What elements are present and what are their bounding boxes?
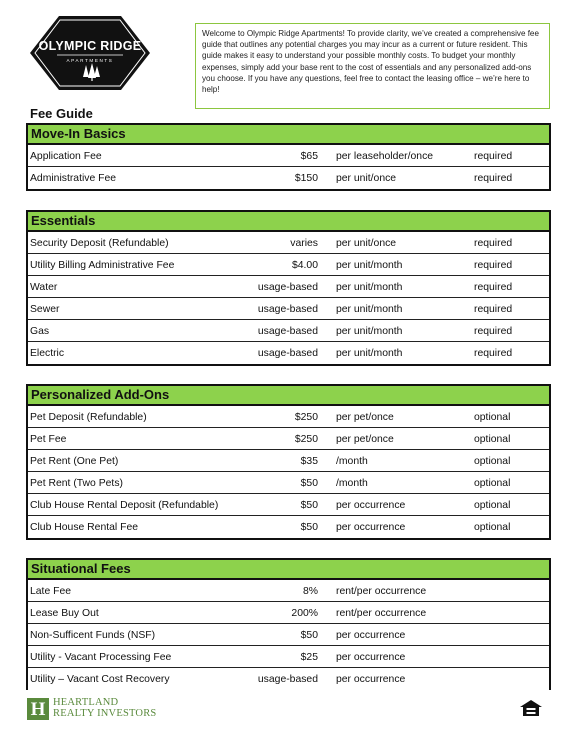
fee-amount: $50 — [300, 522, 318, 533]
section-header: Essentials — [26, 210, 551, 232]
fee-row — [28, 298, 549, 320]
fee-row — [28, 145, 549, 167]
heartland-h-icon — [27, 698, 49, 720]
fee-row — [28, 580, 549, 602]
fee-row — [28, 450, 549, 472]
fee-name: Application Fee — [30, 151, 102, 162]
fee-row — [28, 406, 549, 428]
fee-name: Non-Sufficent Funds (NSF) — [30, 630, 156, 641]
fee-unit: /month — [336, 456, 368, 467]
section-personalized-add-ons — [26, 384, 551, 540]
fee-unit: per unit/once — [336, 238, 397, 249]
page-title: Fee Guide — [30, 106, 93, 121]
fee-unit: per pet/once — [336, 412, 394, 423]
fee-status: required — [474, 348, 513, 359]
fee-unit: per unit/once — [336, 173, 397, 184]
fee-amount: usage-based — [257, 282, 318, 293]
fee-name: Pet Rent (Two Pets) — [30, 478, 123, 489]
fee-name: Gas — [30, 326, 50, 337]
fee-status: required — [474, 238, 513, 249]
fee-name: Pet Deposit (Refundable) — [30, 412, 147, 423]
fee-unit: per occurrence — [336, 522, 406, 533]
fee-amount: $4.00 — [291, 260, 318, 271]
fee-amount: usage-based — [257, 304, 318, 315]
fee-amount: $25 — [300, 652, 318, 663]
fee-row — [28, 276, 549, 298]
fee-row — [28, 624, 549, 646]
fee-unit: /month — [336, 478, 368, 489]
heartland-letter: H — [30, 699, 46, 720]
fee-unit: per unit/month — [336, 326, 403, 337]
fee-amount: varies — [290, 238, 318, 249]
fee-name: Sewer — [30, 304, 60, 315]
fee-name: Utility – Vacant Cost Recovery — [30, 674, 170, 685]
fee-amount: $50 — [300, 478, 318, 489]
fee-unit: per pet/once — [336, 434, 394, 445]
fee-status: optional — [474, 434, 511, 445]
fee-row — [28, 602, 549, 624]
fee-name: Utility Billing Administrative Fee — [30, 260, 175, 271]
fee-status: optional — [474, 522, 511, 533]
fee-row — [28, 668, 549, 690]
fee-amount: $35 — [300, 456, 318, 467]
section-move-in-basics — [26, 123, 551, 191]
olympic-ridge-logo — [29, 15, 151, 91]
heartland-realty-logo — [27, 698, 159, 722]
fee-status: optional — [474, 456, 511, 467]
fee-unit: per occurrence — [336, 630, 406, 641]
fee-amount: $65 — [300, 151, 318, 162]
fee-row — [28, 254, 549, 276]
section-essentials — [26, 210, 551, 366]
fee-name: Water — [30, 282, 58, 293]
heartland-line2: REALTY INVESTORS — [53, 707, 157, 719]
logo-tagline: APARTMENTS — [66, 58, 114, 63]
fee-row — [28, 646, 549, 668]
heartland-line1: HEARTLAND — [53, 697, 119, 708]
intro-text: Welcome to Olympic Ridge Apartments! To provide clarity, we’ve created a comprehensive fee guide that outlines any potential charges you may incur as a current or future resident. This guide makes it easy to understand your possible monthly costs. To budget your monthly expenses, simply add your base rent to the cost of essentials and any personalized add-ons you choose. If you have any questions, feel free to contact the leasing office – we’re here to help! — [195, 23, 550, 109]
fee-unit: rent/per occurrence — [336, 586, 427, 597]
fee-status: required — [474, 326, 513, 337]
fee-unit: per unit/month — [336, 260, 403, 271]
fee-amount: usage-based — [257, 348, 318, 359]
fee-row — [28, 516, 549, 538]
fee-amount: $50 — [300, 500, 318, 511]
fee-amount: usage-based — [257, 674, 318, 685]
section-header: Personalized Add-Ons — [26, 384, 551, 406]
logo-name: OLYMPIC RIDGE — [38, 39, 142, 53]
fee-unit: per occurrence — [336, 674, 406, 685]
fee-unit: rent/per occurrence — [336, 608, 427, 619]
fee-row — [28, 167, 549, 189]
fee-row — [28, 472, 549, 494]
fee-status: optional — [474, 412, 511, 423]
fee-row — [28, 428, 549, 450]
fee-unit: per occurrence — [336, 652, 406, 663]
fee-name: Pet Rent (One Pet) — [30, 456, 119, 467]
fee-amount: $150 — [294, 173, 318, 184]
section-header: Situational Fees — [26, 558, 551, 580]
fee-row — [28, 494, 549, 516]
equal-housing-opportunity-icon — [519, 699, 543, 717]
fee-status: optional — [474, 478, 511, 489]
fee-status: required — [474, 304, 513, 315]
fee-unit: per unit/month — [336, 304, 403, 315]
fee-amount: $250 — [294, 434, 318, 445]
fee-name: Lease Buy Out — [30, 608, 99, 619]
fee-amount: $50 — [300, 630, 318, 641]
fee-amount: 8% — [302, 586, 318, 597]
fee-name: Electric — [30, 348, 65, 359]
fee-amount: $250 — [294, 412, 318, 423]
fee-status: optional — [474, 500, 511, 511]
fee-unit: per leaseholder/once — [336, 151, 434, 162]
fee-row — [28, 320, 549, 342]
fee-amount: 200% — [291, 608, 318, 619]
section-header: Move-In Basics — [26, 123, 551, 145]
fee-unit: per unit/month — [336, 348, 403, 359]
fee-name: Pet Fee — [30, 434, 67, 445]
fee-name: Security Deposit (Refundable) — [30, 238, 169, 249]
fee-status: required — [474, 260, 513, 271]
fee-name: Club House Rental Deposit (Refundable) — [30, 500, 219, 511]
fee-unit: per unit/month — [336, 282, 403, 293]
fee-row — [28, 342, 549, 364]
fee-name: Utility - Vacant Processing Fee — [30, 652, 172, 663]
fee-status: required — [474, 173, 513, 184]
fee-status: required — [474, 151, 513, 162]
fee-name: Late Fee — [30, 586, 72, 597]
fee-name: Club House Rental Fee — [30, 522, 139, 533]
fee-status: required — [474, 282, 513, 293]
section-situational-fees — [26, 558, 551, 690]
fee-amount: usage-based — [257, 326, 318, 337]
fee-row — [28, 232, 549, 254]
fee-name: Administrative Fee — [30, 173, 117, 184]
fee-unit: per occurrence — [336, 500, 406, 511]
